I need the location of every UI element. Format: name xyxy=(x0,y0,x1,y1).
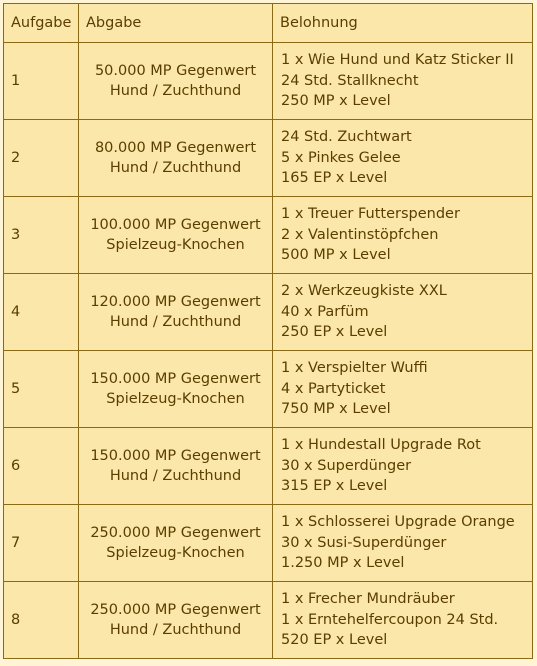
reward-line: 2 x Werkzeugkiste XXL xyxy=(281,283,447,300)
delivery-value: 250.000 MP Gegenwert xyxy=(90,524,261,541)
delivery-item: Spielzeug-Knochen xyxy=(106,545,245,561)
reward-line: 1 x Wie Hund und Katz Sticker II xyxy=(281,52,514,69)
table-row xyxy=(4,274,533,351)
reward-line: 1 x Erntehelfercoupon 24 Std. xyxy=(281,611,499,628)
reward-cell xyxy=(273,351,533,428)
delivery-cell xyxy=(79,351,273,428)
reward-line: 30 x Susi-Superdünger xyxy=(281,534,447,551)
delivery-value: 50.000 MP Gegenwert xyxy=(94,62,257,79)
header-delivery: Abgabe xyxy=(79,4,273,43)
reward-line: 315 EP x Level xyxy=(281,478,388,495)
task-number: 4 xyxy=(4,274,79,351)
task-number: 2 xyxy=(4,120,79,197)
reward-cell xyxy=(273,582,533,659)
task-number: 1 xyxy=(4,43,79,120)
delivery-cell xyxy=(79,197,273,274)
reward-cell xyxy=(273,428,533,505)
delivery-value: 100.000 MP Gegenwert xyxy=(90,216,261,233)
delivery-item: Hund / Zuchthund xyxy=(109,622,242,638)
reward-line: 165 EP x Level xyxy=(281,170,388,187)
delivery-item: Hund / Zuchthund xyxy=(109,314,242,330)
delivery-item: Hund / Zuchthund xyxy=(109,160,242,176)
delivery-cell xyxy=(79,120,273,197)
table-row xyxy=(4,197,533,274)
reward-line: 520 EP x Level xyxy=(281,632,388,649)
reward-line: 5 x Pinkes Gelee xyxy=(281,149,401,166)
delivery-item: Spielzeug-Knochen xyxy=(106,237,245,253)
delivery-value: 250.000 MP Gegenwert xyxy=(90,601,261,618)
delivery-cell xyxy=(79,428,273,505)
reward-line: 2 x Valentinstöpfchen xyxy=(281,226,439,243)
reward-line: 1 x Treuer Futterspender xyxy=(281,206,460,223)
reward-line: 1 x Frecher Mundräuber xyxy=(281,591,455,608)
delivery-cell xyxy=(79,43,273,120)
table-row xyxy=(4,582,533,659)
task-number: 5 xyxy=(4,351,79,428)
reward-line: 500 MP x Level xyxy=(281,247,391,264)
task-number: 3 xyxy=(4,197,79,274)
delivery-item: Spielzeug-Knochen xyxy=(106,391,245,407)
table-row xyxy=(4,43,533,120)
reward-cell xyxy=(273,505,533,582)
table-row xyxy=(4,120,533,197)
reward-line: 4 x Partyticket xyxy=(281,380,386,397)
task-number: 7 xyxy=(4,505,79,582)
delivery-cell xyxy=(79,274,273,351)
delivery-cell xyxy=(79,582,273,659)
task-number: 6 xyxy=(4,428,79,505)
delivery-cell xyxy=(79,505,273,582)
reward-cell xyxy=(273,43,533,120)
header-task: Aufgabe xyxy=(4,4,79,43)
reward-cell xyxy=(273,120,533,197)
delivery-value: 120.000 MP Gegenwert xyxy=(90,293,261,310)
reward-line: 1 x Hundestall Upgrade Rot xyxy=(281,437,481,454)
reward-line: 250 MP x Level xyxy=(281,93,391,110)
reward-line: 1 x Verspielter Wuffi xyxy=(281,360,428,377)
delivery-item: Hund / Zuchthund xyxy=(109,83,242,99)
header-reward: Belohnung xyxy=(273,4,533,43)
delivery-value: 150.000 MP Gegenwert xyxy=(90,447,261,464)
task-reward-table xyxy=(3,3,533,659)
reward-line: 1 x Schlosserei Upgrade Orange xyxy=(281,514,515,531)
reward-line: 250 EP x Level xyxy=(281,324,388,341)
table-row xyxy=(4,428,533,505)
reward-line: 30 x Superdünger xyxy=(281,457,412,474)
reward-cell xyxy=(273,274,533,351)
table-row xyxy=(4,351,533,428)
table-header-row xyxy=(4,4,533,43)
reward-line: 750 MP x Level xyxy=(281,401,391,418)
task-number: 8 xyxy=(4,582,79,659)
delivery-value: 80.000 MP Gegenwert xyxy=(94,139,257,156)
reward-cell xyxy=(273,197,533,274)
reward-line: 40 x Parfüm xyxy=(281,303,369,320)
reward-line: 24 Std. Stallknecht xyxy=(281,72,419,89)
delivery-item: Hund / Zuchthund xyxy=(109,468,242,484)
reward-line: 1.250 MP x Level xyxy=(281,555,405,572)
reward-line: 24 Std. Zuchtwart xyxy=(281,129,412,146)
delivery-value: 150.000 MP Gegenwert xyxy=(90,370,261,387)
table-row xyxy=(4,505,533,582)
